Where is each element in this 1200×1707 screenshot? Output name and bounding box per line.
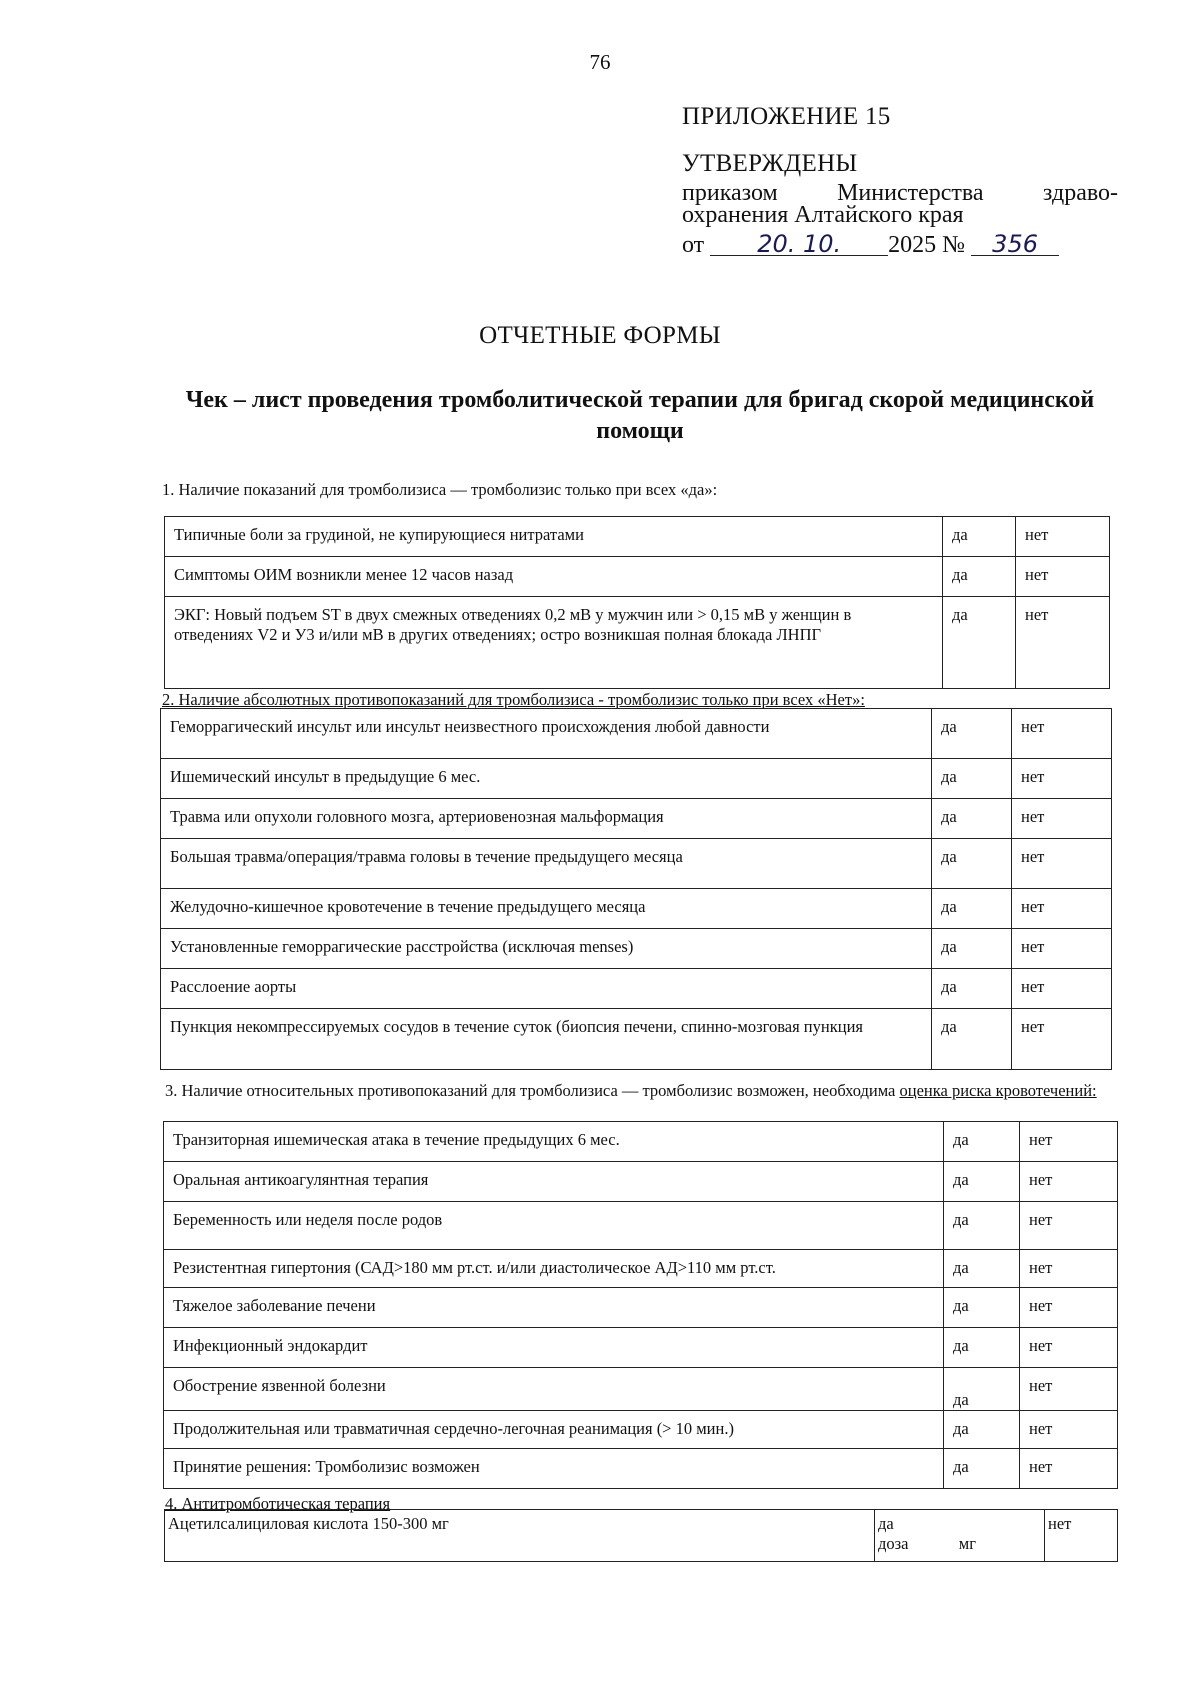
handwritten-order-number: 356 xyxy=(971,233,1059,256)
section-2-heading: 2. Наличие абсолютных противопоказаний для тромболизиса - тромболизис только при всех «Нет»: xyxy=(162,690,865,709)
no-option[interactable]: нет xyxy=(1020,1122,1118,1162)
order-line-2: охранения Алтайского края xyxy=(682,202,964,228)
table-row xyxy=(161,839,1112,889)
criterion-text: Травма или опухоли головного мозга, артериовенозная мальформация xyxy=(161,799,932,839)
yes-option[interactable]: да xyxy=(944,1202,1020,1250)
criterion-text: Тяжелое заболевание печени xyxy=(164,1288,944,1328)
section-3-heading xyxy=(165,1081,1120,1101)
section-4-heading: 4. Антитромботическая терапия xyxy=(165,1494,391,1513)
no-option[interactable]: нет xyxy=(1020,1411,1118,1449)
criterion-text: Симптомы ОИМ возникли менее 12 часов назад xyxy=(165,557,943,597)
no-option[interactable]: нет xyxy=(1020,1368,1118,1411)
table-row xyxy=(161,1009,1112,1070)
criterion-text: Типичные боли за грудиной, не купирующиеся нитратами xyxy=(165,517,943,557)
yes-option[interactable]: да xyxy=(944,1122,1020,1162)
yes-option[interactable]: да xyxy=(943,517,1016,557)
criterion-text: ЭКГ: Новый подъем ST в двух смежных отведениях 0,2 мВ у мужчин или > 0,15 мВ у женщин в отведениях V2 и У3 и/или мВ в других отведениях; остро возникшая полная блокада ЛНПГ xyxy=(165,597,943,689)
yes-option[interactable]: да xyxy=(944,1288,1020,1328)
page-number: 76 xyxy=(589,50,611,74)
table-row xyxy=(161,709,1112,759)
criterion-text: Расслоение аорты xyxy=(161,969,932,1009)
no-option[interactable]: нет xyxy=(1020,1288,1118,1328)
no-option[interactable]: нет xyxy=(1045,1510,1118,1562)
annex-label: ПРИЛОЖЕНИЕ 15 xyxy=(682,103,891,130)
antithrombotic-therapy-table xyxy=(164,1509,1118,1562)
table-row xyxy=(164,1288,1118,1328)
order-reference xyxy=(682,182,1118,226)
no-option[interactable]: нет xyxy=(1012,1009,1112,1070)
yes-option[interactable]: да xyxy=(943,557,1016,597)
criterion-text: Оральная антикоагулянтная терапия xyxy=(164,1162,944,1202)
criterion-text: Резистентная гипертония (САД>180 мм рт.ст. и/или диастолическое АД>110 мм рт.ст. xyxy=(164,1250,944,1288)
therapy-text: Ацетилсалициловая кислота 150-300 мг xyxy=(165,1510,875,1562)
approved-label: УТВЕРЖДЕНЫ xyxy=(682,150,858,177)
no-option[interactable]: нет xyxy=(1020,1202,1118,1250)
yes-option[interactable]: да xyxy=(944,1449,1020,1489)
criterion-text: Беременность или неделя после родов xyxy=(164,1202,944,1250)
order-year: 2025 № xyxy=(888,232,966,258)
yes-option[interactable]: да xyxy=(932,929,1012,969)
relative-contraindications-table xyxy=(163,1121,1118,1489)
no-option[interactable]: нет xyxy=(1016,597,1110,689)
criterion-text: Желудочно-кишечное кровотечение в течение предыдущего месяца xyxy=(161,889,932,929)
table-row xyxy=(164,1162,1118,1202)
no-option[interactable]: нет xyxy=(1020,1250,1118,1288)
criterion-text: Пункция некомпрессируемых сосудов в течение суток (биопсия печени, спинно-мозговая пункция xyxy=(161,1009,932,1070)
table-row xyxy=(164,1122,1118,1162)
no-option[interactable]: нет xyxy=(1020,1449,1118,1489)
table-row xyxy=(161,889,1112,929)
no-option[interactable]: нет xyxy=(1012,759,1112,799)
no-option[interactable]: нет xyxy=(1012,709,1112,759)
dose-unit: мг xyxy=(958,1534,976,1553)
criterion-text: Обострение язвенной болезни xyxy=(164,1368,944,1411)
yes-option[interactable]: да xyxy=(944,1162,1020,1202)
no-option[interactable]: нет xyxy=(1020,1328,1118,1368)
no-option[interactable]: нет xyxy=(1012,799,1112,839)
yes-dose-cell xyxy=(875,1510,1045,1562)
yes-option[interactable]: да xyxy=(932,839,1012,889)
yes-option[interactable]: да xyxy=(932,889,1012,929)
section-1-heading: 1. Наличие показаний для тромболизиса — тромболизис только при всех «да»: xyxy=(162,480,718,499)
yes-option[interactable]: да xyxy=(944,1411,1020,1449)
absolute-contraindications-table xyxy=(160,708,1112,1070)
yes-option[interactable]: да xyxy=(944,1250,1020,1288)
no-option[interactable]: нет xyxy=(1020,1162,1118,1202)
table-row xyxy=(161,799,1112,839)
yes-option[interactable]: да xyxy=(944,1328,1020,1368)
table-row xyxy=(161,759,1112,799)
section-3-heading-main: 3. Наличие относительных противопоказаний для тромболизиса — тромболизис возможен, необходима xyxy=(165,1081,900,1100)
criterion-text: Геморрагический инсульт или инсульт неизвестного происхождения любой давности xyxy=(161,709,932,759)
document-title: Чек – лист проведения тромболитической терапии для бригад скорой медицинской помощи xyxy=(185,387,1095,444)
no-option[interactable]: нет xyxy=(1012,929,1112,969)
criterion-text: Ишемический инсульт в предыдущие 6 мес. xyxy=(161,759,932,799)
table-row xyxy=(164,1411,1118,1449)
dose-label: доза xyxy=(878,1534,909,1553)
indications-table xyxy=(164,516,1110,689)
yes-option[interactable]: да xyxy=(943,597,1016,689)
yes-option[interactable]: да xyxy=(932,1009,1012,1070)
table-row xyxy=(164,1250,1118,1288)
criterion-text: Инфекционный эндокардит xyxy=(164,1328,944,1368)
yes-option[interactable]: да xyxy=(932,799,1012,839)
handwritten-date: 20. 10. xyxy=(710,233,888,256)
order-date-line xyxy=(682,232,1059,259)
yes-option[interactable]: да xyxy=(932,709,1012,759)
no-option[interactable]: нет xyxy=(1016,557,1110,597)
criterion-text: Транзиторная ишемическая атака в течение предыдущих 6 мес. xyxy=(164,1122,944,1162)
criterion-text: Установленные геморрагические расстройства (исключая menses) xyxy=(161,929,932,969)
yes-option[interactable]: да xyxy=(878,1514,894,1533)
table-row xyxy=(164,1449,1118,1489)
yes-option[interactable]: да xyxy=(932,969,1012,1009)
criterion-text: Продолжительная или травматичная сердечно-легочная реанимация (> 10 мин.) xyxy=(164,1411,944,1449)
table-row xyxy=(161,969,1112,1009)
criterion-text: Большая травма/операция/травма головы в течение предыдущего месяца xyxy=(161,839,932,889)
table-row xyxy=(165,517,1110,557)
criterion-text: Принятие решения: Тромболизис возможен xyxy=(164,1449,944,1489)
table-row xyxy=(164,1368,1118,1411)
date-prefix: от xyxy=(682,232,705,258)
no-option[interactable]: нет xyxy=(1016,517,1110,557)
no-option[interactable]: нет xyxy=(1012,969,1112,1009)
section-3-heading-tail: оценка риска кровотечений: xyxy=(899,1081,1097,1100)
table-row xyxy=(164,1328,1118,1368)
no-option[interactable]: нет xyxy=(1012,889,1112,929)
table-row xyxy=(165,597,1110,689)
order-line-1: приказом Министерства здраво- xyxy=(682,180,1118,206)
yes-option[interactable]: да xyxy=(944,1368,1020,1411)
yes-option[interactable]: да xyxy=(932,759,1012,799)
table-row xyxy=(161,929,1112,969)
table-row xyxy=(164,1202,1118,1250)
section-title: ОТЧЕТНЫЕ ФОРМЫ xyxy=(479,322,721,349)
no-option[interactable]: нет xyxy=(1012,839,1112,889)
table-row xyxy=(165,557,1110,597)
table-row xyxy=(165,1510,1118,1562)
